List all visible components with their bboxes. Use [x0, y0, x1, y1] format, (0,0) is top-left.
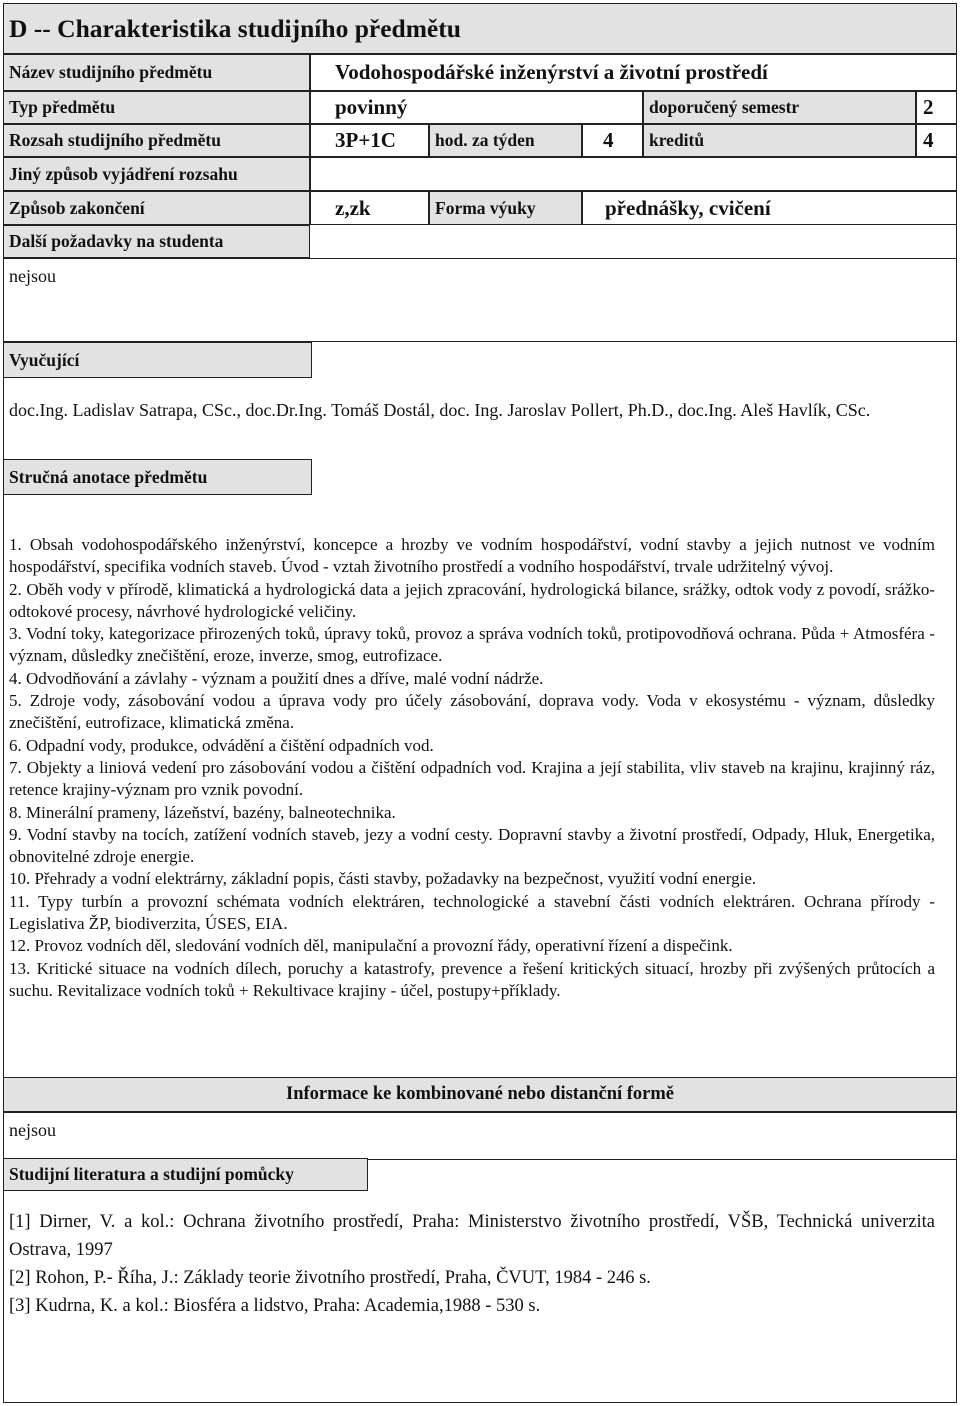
annotation-item: 8. Minerální prameny, lázeňství, bazény, balneotechnika. [9, 802, 396, 822]
distance-form-label: Informace ke kombinované nebo distanční formě [3, 1077, 957, 1112]
sheet-title: D -- Charakteristika studijního předmětu [3, 3, 957, 54]
requirements-value: nejsou [9, 266, 56, 286]
scope-label: Rozsah studijního předmětu [3, 124, 310, 157]
teachers-label: Vyučující [3, 342, 312, 378]
course-type-label: Typ předmětu [3, 91, 310, 124]
annotation-item: 13. Kritické situace na vodních dílech, poruchy a katastrofy, prevence a řešení kritických situací, hrozby při zvýšených průtocích a suchu. Revitalizace vodních toků + Rekultivace krajiny - účel, postupy+příklady. [9, 958, 935, 1000]
annotation-item: 7. Objekty a liniová vedení pro zásobování vodou a čištění odpadních vod. Krajina a její stabilita, vliv staveb na krajinu, krajinný ráz, retence krajiny-význam pro vznik povodní. [9, 757, 935, 800]
requirements-box [3, 258, 957, 342]
annotation-item: 6. Odpadní vody, produkce, odvádění a čištění odpadních vod. [9, 735, 434, 755]
completion-value: z,zk [310, 191, 429, 225]
literature-item: [1] Dirner, V. a kol.: Ochrana životního prostředí, Praha: Ministerstvo životního prostředí, VŠB, Technická univerzita Ostrava, 1997 [9, 1212, 935, 1260]
annotation-item: 1. Obsah vodohospodářského inženýrství, koncepce a hrozby ve vodním hospodářství, vodní stavby a jejich nutnost ve vodním hospodářství, specifika vodních staveb. Úvod - vztah životního prostředí a vodního hospodářství, trvale udržitelný vývoj. [9, 535, 935, 577]
annotation-item: 10. Přehrady a vodní elektrárny, základní popis, části stavby, požadavky na bezpečnost, využití vodní energie. [9, 869, 757, 889]
annotation-item: 5. Zdroje vody, zásobování vodou a úprava vody pro účely zásobování, doprava vody. Voda v ekosystému - význam, důsledky znečištění, eutrofizace, klimatická změna. [9, 691, 935, 733]
literature-item: [3] Kudrna, K. a kol.: Biosféra a lidstvo, Praha: Academia,1988 - 530 s. [9, 1296, 541, 1316]
course-name-label: Název studijního předmětu [3, 54, 310, 91]
requirements-label: Další požadavky na studenta [3, 225, 310, 258]
other-scope-value [310, 157, 957, 191]
teaching-form-label: Forma výuky [429, 191, 582, 225]
hours-value: 4 [582, 124, 643, 157]
semester-label: doporučený semestr [643, 91, 916, 124]
distance-form-value: nejsou [9, 1120, 56, 1140]
distance-form-box [3, 1112, 957, 1160]
completion-label: Způsob zakončení [3, 191, 310, 225]
credits-label: kreditů [643, 124, 916, 157]
scope-value: 3P+1C [310, 124, 429, 157]
credits-value: 4 [916, 124, 957, 157]
course-name-value: Vodohospodářské inženýrství a životní prostředí [310, 54, 957, 91]
teachers-text: doc.Ing. Ladislav Satrapa, CSc., doc.Dr.Ing. Tomáš Dostál, doc. Ing. Jaroslav Pollert, Ph.D., doc.Ing. Aleš Havlík, CSc. [9, 400, 871, 420]
annotation-item: 9. Vodní stavby na tocích, zatížení vodních staveb, jezy a vodní cesty. Dopravní stavby a životní prostředí, Odpady, Hluk, Energetika, obnovitelné zdroje energie. [9, 824, 935, 867]
teaching-form-value: přednášky, cvičení [582, 191, 957, 225]
annotation-item: 12. Provoz vodních děl, sledování vodních děl, manipulační a provozní řády, operativní řízení a dispečink. [9, 936, 733, 956]
annotation-item: 3. Vodní toky, kategorizace přirozených toků, úpravy toků, provoz a správa vodních toků, protipovodňová ochrana. Půda + Atmosféra - význam, důsledky znečištění, eroze, inverze, smog, eutrofizace. [9, 624, 935, 666]
other-scope-label: Jiný způsob vyjádření rozsahu [3, 157, 310, 191]
literature-list [9, 1208, 935, 1320]
hours-label: hod. za týden [429, 124, 582, 157]
annotation-label: Stručná anotace předmětu [3, 459, 312, 495]
annotation-item: 11. Typy turbín a provozní schémata vodních elektráren, technologické a stavební části vodních elektráren. Ochrana přírody - Legislativa ŽP, biodiverzita, ÚSES, EIA. [9, 891, 935, 934]
semester-value: 2 [916, 91, 957, 124]
course-type-value: povinný [310, 91, 643, 124]
annotation-item: 4. Odvodňování a závlahy - význam a použití dnes a dříve, malé vodní nádrže. [9, 668, 544, 688]
literature-item: [2] Rohon, P.- Říha, J.: Základy teorie životního prostředí, Praha, ČVUT, 1984 - 246 s. [9, 1268, 651, 1288]
annotation-list [9, 534, 935, 1002]
literature-label: Studijní literatura a studijní pomůcky [3, 1158, 368, 1191]
annotation-item: 2. Oběh vody v přírodě, klimatická a hydrologická data a jejich zpracování, hydrologická bilance, srážky, odtok vody z povodí, srážko-odtokové procesy, návrhové hydrologické veličiny. [9, 579, 935, 621]
